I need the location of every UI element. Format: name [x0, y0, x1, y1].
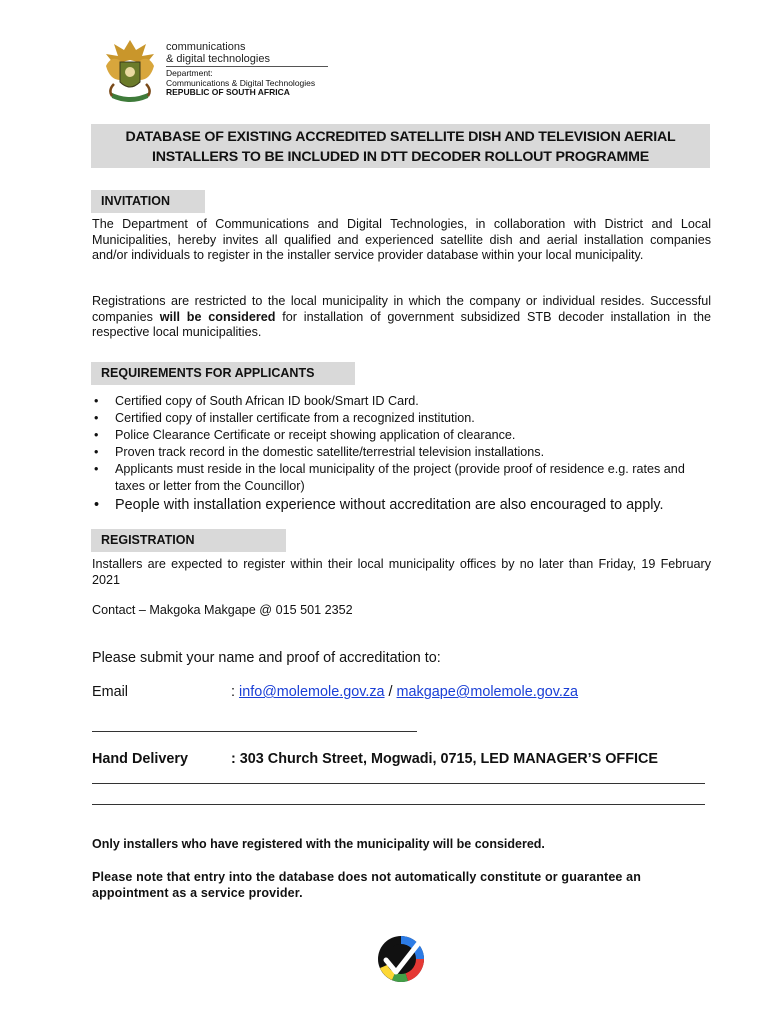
- title-line-2: INSTALLERS TO BE INCLUDED IN DTT DECODER ROLLOUT PROGRAMME: [151, 149, 650, 165]
- list-item: • People with installation experience without accreditation are also encouraged to apply.: [92, 495, 712, 516]
- submit-intro: Please submit your name and proof of accreditation to:: [92, 650, 441, 666]
- coat-of-arms-logo: [98, 36, 162, 106]
- invitation-paragraph-1: The Department of Communications and Digital Technologies, in collaboration with District and Local Municipalities, hereby invites all qualified and experienced satellite dish and aerial installation companies and/or individuals to register in the installer service provider database within your local municipality.: [92, 217, 711, 262]
- invitation-para2-bold: will be considered: [159, 309, 276, 324]
- list-item: • Applicants must reside in the local municipality of the project (provide proof of residence e.g. rates and taxes or letter from the Councillor): [92, 461, 712, 495]
- country-name: REPUBLIC OF SOUTH AFRICA: [166, 87, 290, 98]
- email-label: Email: [92, 684, 128, 700]
- hand-delivery-label: Hand Delivery: [92, 751, 188, 767]
- header-divider: [166, 66, 328, 67]
- brand-line-1: communications: [166, 41, 246, 53]
- fill-in-line: [92, 804, 705, 805]
- email-link-makgape[interactable]: makgape@molemole.gov.za: [396, 684, 579, 700]
- note-registered-only: Only installers who have registered with the municipality will be considered.: [92, 837, 545, 851]
- title-line-1: DATABASE OF EXISTING ACCREDITED SATELLITE DISH AND TELEVISION AERIAL: [125, 129, 676, 145]
- brand-line-2: & digital technologies: [166, 52, 270, 65]
- registration-heading: REGISTRATION: [91, 529, 286, 552]
- list-item: • Certified copy of South African ID book/Smart ID Card.: [92, 393, 712, 410]
- page-title: [91, 124, 710, 168]
- requirements-list: [92, 393, 712, 516]
- note-no-guarantee: Please note that entry into the database does not automatically constitute or guarantee an appointment as a service provider.: [92, 870, 642, 900]
- email-separator: /: [384, 684, 397, 700]
- registration-paragraph: Installers are expected to register within their local municipality offices by no later than Friday, 19 February 2021: [92, 557, 711, 587]
- brand-name: [166, 42, 270, 65]
- fill-in-line: [92, 731, 417, 732]
- list-item: • Police Clearance Certificate or receipt showing application of clearance.: [92, 427, 712, 444]
- fill-in-line: [92, 783, 705, 784]
- invitation-para2-end: for installation of government subsidized STB decoder installation in the respective local municipalities.: [92, 309, 711, 339]
- go-digital-badge-icon: [374, 934, 428, 984]
- hand-delivery-address: : 303 Church Street, Mogwadi, 0715, LED MANAGER’S OFFICE: [231, 751, 658, 767]
- email-link-info[interactable]: info@molemole.gov.za: [239, 684, 385, 700]
- contact-line: Contact – Makgoka Makgape @ 015 501 2352: [92, 603, 353, 617]
- dept-label: Department:: [166, 68, 213, 78]
- dept-full-name: Communications & Digital Technologies: [166, 77, 316, 88]
- invitation-heading: INVITATION: [91, 190, 205, 213]
- email-colon: :: [231, 684, 239, 700]
- invitation-paragraph-2: [92, 294, 711, 341]
- invitation-para2-start: Registrations are restricted to the local municipality in which the company or individual resides. Successful companies: [92, 294, 711, 324]
- list-item: • Certified copy of installer certificate from a recognized institution.: [92, 410, 712, 427]
- department-name: [166, 69, 315, 98]
- list-item: • Proven track record in the domestic satellite/terrestrial television installations.: [92, 444, 712, 461]
- requirements-heading: REQUIREMENTS FOR APPLICANTS: [91, 362, 355, 385]
- email-row: [231, 683, 711, 701]
